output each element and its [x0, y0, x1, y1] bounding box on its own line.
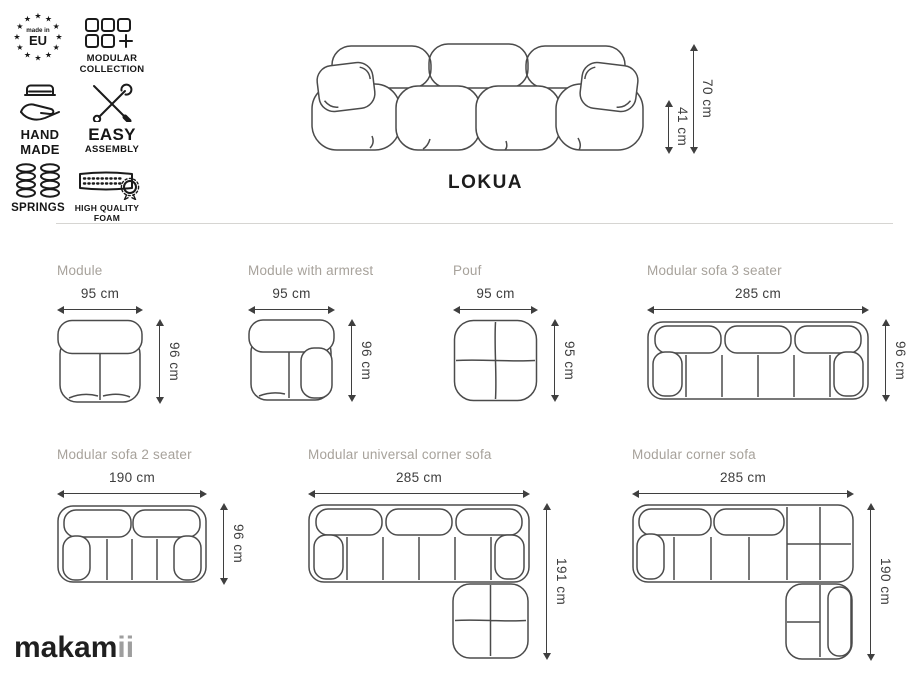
seat-height-label: 41 cm [675, 107, 690, 147]
made-in-label: made in [26, 27, 50, 34]
svg-text:★: ★ [55, 32, 63, 42]
brand-logo [14, 631, 134, 665]
brand-logo-main: makam [14, 631, 118, 664]
hand-made-label-1: HAND [20, 127, 60, 142]
seat-height-arrow [664, 100, 673, 154]
total-height-label: 70 cm [700, 79, 715, 119]
sofa-front-view-drawing [310, 42, 645, 155]
depth-dimension-arrow [155, 319, 164, 404]
badge-easy-assembly [82, 82, 142, 155]
svg-text:★: ★ [16, 43, 24, 52]
foam-label-2: FOAM [93, 212, 121, 223]
badge-modular-collection [79, 18, 145, 75]
width-dimension-arrow [632, 489, 854, 498]
module-armrest-top-view [248, 319, 335, 402]
brand-logo-suffix: ii [117, 631, 135, 664]
depth-dimension-label: 191 cm [554, 557, 569, 606]
depth-dimension-arrow [347, 319, 356, 402]
total-height-arrow [689, 44, 698, 154]
diagram-title: Module [57, 263, 103, 278]
diagram-title: Modular sofa 2 seater [57, 447, 192, 462]
svg-text:★: ★ [52, 22, 60, 31]
sofa-front-view [310, 42, 645, 155]
diagram-title: Modular universal corner sofa [308, 447, 492, 462]
easy-assembly-label-1: EASY [88, 125, 136, 144]
depth-dimension-label: 190 cm [878, 558, 893, 606]
width-dimension-label: 95 cm [476, 286, 515, 301]
diagram-title: Modular sofa 3 seater [647, 263, 782, 278]
svg-text:★: ★ [44, 50, 53, 60]
depth-dimension-label: 96 cm [893, 340, 908, 381]
width-dimension-arrow [57, 305, 143, 314]
sofa-3-seater-top-view [647, 319, 869, 402]
diagram-title: Module with armrest [248, 263, 374, 278]
depth-dimension-arrow [881, 319, 890, 402]
badge-springs [12, 163, 64, 215]
easy-assembly-icon [90, 82, 134, 122]
width-dimension-label: 285 cm [395, 470, 443, 485]
springs-icon [15, 163, 61, 198]
depth-dimension-label: 95 cm [562, 340, 577, 381]
springs-label: SPRINGS [11, 202, 65, 214]
diagram-title: Modular corner sofa [632, 447, 756, 462]
section-divider [56, 223, 893, 224]
product-name: LOKUA [447, 172, 524, 193]
width-dimension-arrow [308, 489, 530, 498]
depth-dimension-label: 96 cm [167, 341, 182, 382]
svg-text:★: ★ [52, 43, 60, 52]
modular-collection-icon [85, 18, 139, 50]
modular-collection-label-2: COLLECTION [79, 63, 145, 75]
svg-text:★: ★ [13, 32, 21, 42]
eu-label: EU [28, 33, 48, 48]
foam-label-1: HIGH QUALITY [74, 203, 140, 213]
depth-dimension-arrow [542, 503, 551, 660]
universal-corner-sofa-top-view [308, 503, 530, 660]
width-dimension-arrow [57, 489, 207, 498]
svg-text:★: ★ [34, 11, 42, 21]
svg-text:★: ★ [44, 14, 53, 24]
badge-hand-made [14, 82, 66, 157]
badge-high-quality-foam [72, 170, 142, 223]
width-dimension-arrow [453, 305, 538, 314]
depth-dimension-arrow [550, 319, 559, 402]
hand-made-label-2: MADE [20, 141, 60, 157]
hand-made-icon [17, 82, 63, 124]
made-in-eu-icon [12, 11, 64, 63]
width-dimension-arrow [647, 305, 869, 314]
svg-text:★: ★ [23, 50, 32, 60]
pouf-top-view [453, 319, 538, 402]
modular-collection-label-1: MODULAR [86, 53, 138, 64]
svg-text:★: ★ [34, 53, 42, 63]
width-dimension-label: 285 cm [719, 470, 767, 485]
depth-dimension-arrow [219, 503, 228, 585]
depth-dimension-label: 96 cm [231, 524, 246, 564]
depth-dimension-label: 96 cm [359, 340, 374, 381]
width-dimension-label: 285 cm [734, 286, 782, 301]
easy-assembly-label-2: ASSEMBLY [84, 144, 140, 155]
high-quality-foam-icon [73, 170, 141, 200]
corner-sofa-top-view [632, 503, 854, 661]
width-dimension-label: 95 cm [80, 286, 120, 301]
width-dimension-label: 95 cm [272, 286, 311, 301]
module-top-view [57, 319, 143, 404]
svg-text:★: ★ [16, 22, 24, 31]
sofa-2-seater-top-view [57, 503, 207, 585]
diagram-title: Pouf [453, 263, 482, 278]
badge-made-in-eu [12, 11, 64, 63]
width-dimension-arrow [248, 305, 335, 314]
width-dimension-label: 190 cm [108, 470, 156, 485]
svg-text:★: ★ [23, 14, 32, 24]
depth-dimension-arrow [866, 503, 875, 661]
